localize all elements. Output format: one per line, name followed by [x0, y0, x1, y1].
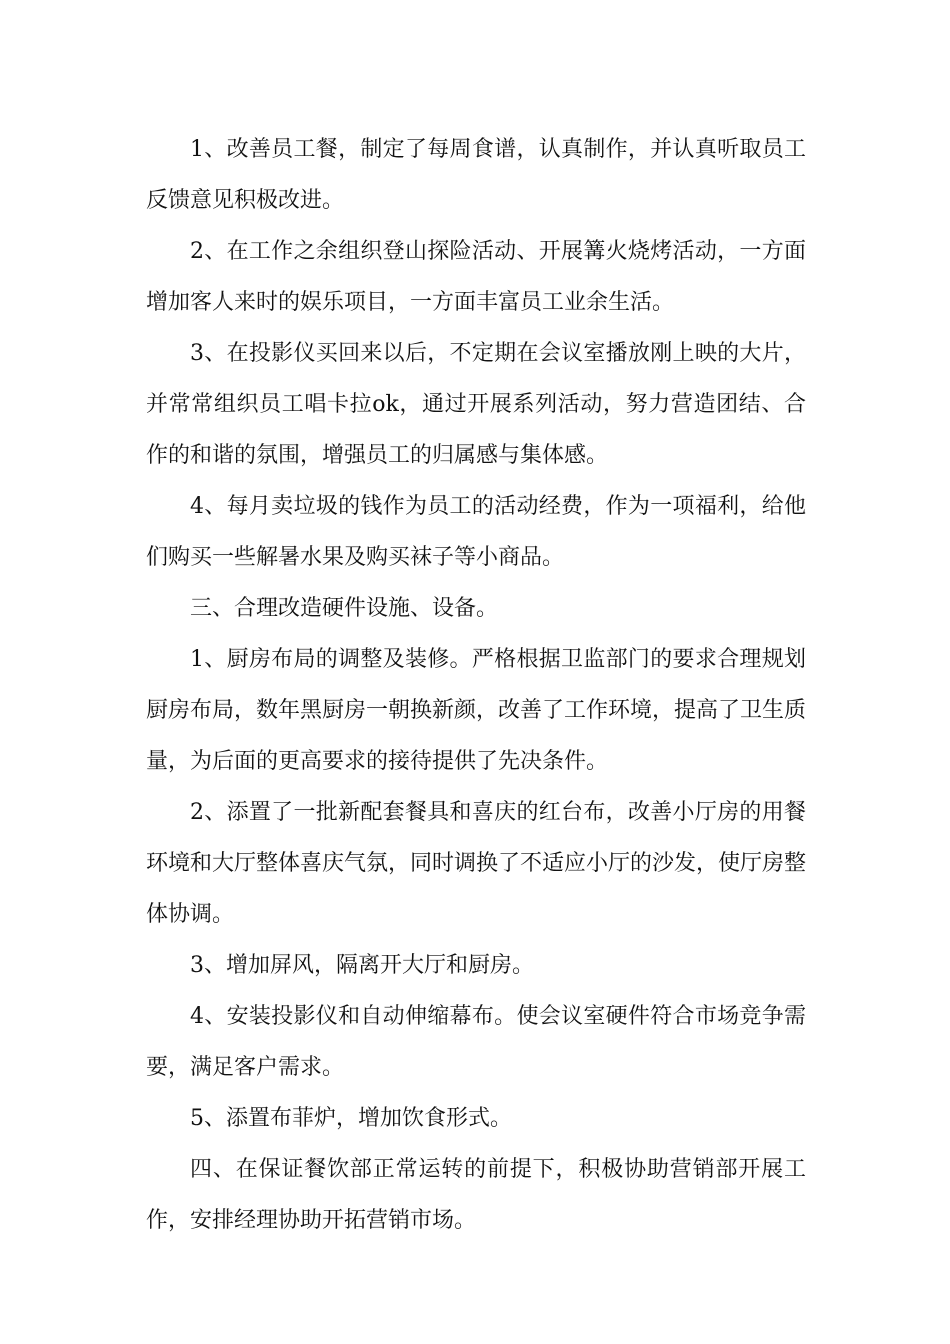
paragraph-6: 2、添置了一批新配套餐具和喜庆的红台布，改善小厅房的用餐环境和大厅整体喜庆气氛，同时调换了不适应小厅的沙发，使厅房整体协调。 — [146, 800, 807, 927]
paragraph-8: 4、安装投影仪和自动伸缩幕布。使会议室硬件符合市场竞争需要，满足客户需求。 — [146, 1004, 806, 1080]
paragraph-1: 1、改善员工餐，制定了每周食谱，认真制作，并认真听取员工反馈意见积极改进。 — [146, 137, 806, 213]
paragraph-2: 2、在工作之余组织登山探险活动、开展篝火烧烤活动，一方面增加客人来时的娱乐项目，一方面丰富员工业余生活。 — [146, 239, 806, 315]
paragraph-3: 3、在投影仪买回来以后，不定期在会议室播放刚上映的大片，并常常组织员工唱卡拉ok，通过开展系列活动，努力营造团结、合作的和谐的氛围，增强员工的归属感与集体感。 — [146, 341, 806, 468]
section-heading-4: 四、在保证餐饮部正常运转的前提下，积极协助营销部开展工作，安排经理协助开拓营销市场。 — [146, 1157, 806, 1233]
paragraph-5: 1、厨房布局的调整及装修。严格根据卫监部门的要求合理规划厨房布局，数年黑厨房一朝换新颜，改善了工作环境，提高了卫生质量，为后面的更高要求的接待提供了先决条件。 — [146, 647, 807, 774]
paragraph-9: 5、添置布菲炉，增加饮食形式。 — [190, 1106, 512, 1131]
document-body — [146, 124, 806, 1246]
section-heading-3: 三、合理改造硬件设施、设备。 — [190, 596, 499, 621]
paragraph-4: 4、每月卖垃圾的钱作为员工的活动经费，作为一项福利，给他们购买一些解暑水果及购买袜子等小商品。 — [146, 494, 806, 570]
paragraph-7: 3、增加屏风，隔离开大厅和厨房。 — [190, 953, 534, 978]
